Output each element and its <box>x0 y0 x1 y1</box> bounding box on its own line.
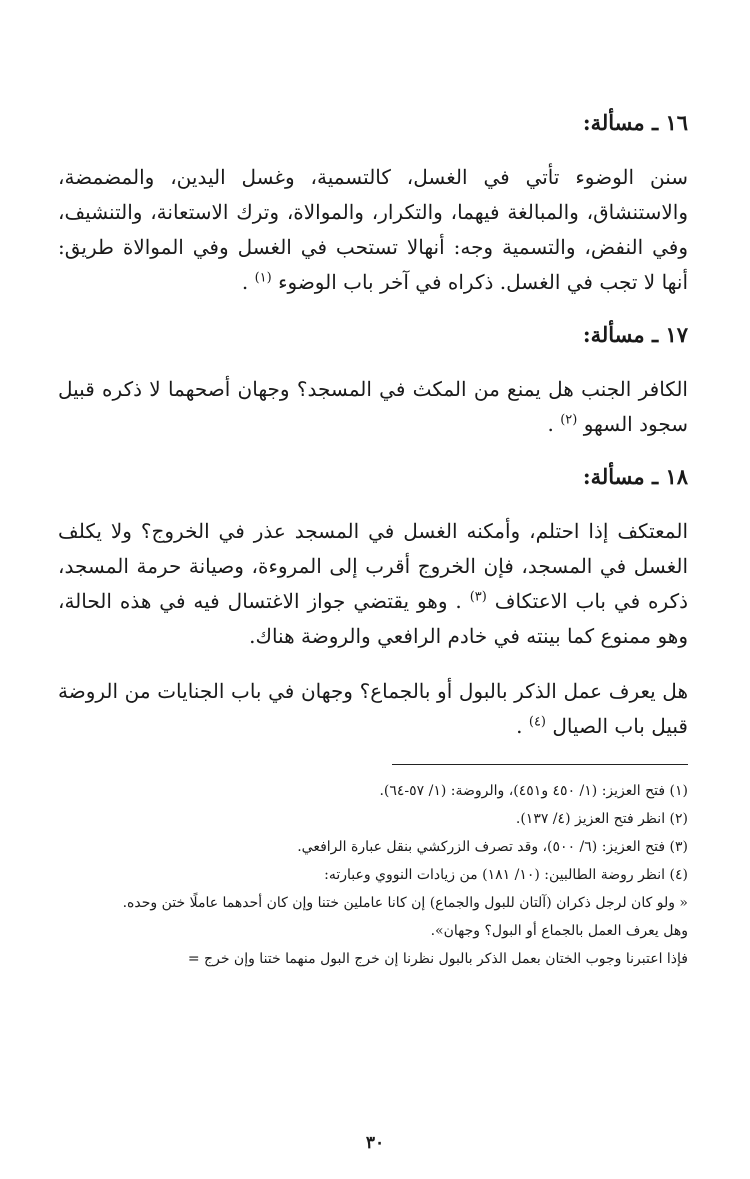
page-number: ٣٠ <box>365 1133 385 1153</box>
footnote-2: (٢) انظر فتح العزيز (٤/ ١٣٧). <box>515 811 688 827</box>
issue-16-paragraph <box>58 160 688 300</box>
footnote-1: (١) فتح العزيز: (١/ ٤٥٠ و٤٥١)، والروضة: (١/ ٥٧-٦٤). <box>379 783 688 799</box>
question-end: . <box>516 714 523 738</box>
issue-16-heading: ١٦ ـ مسألة: <box>582 110 688 135</box>
issue-17-end: . <box>547 412 554 436</box>
footnote-4-quote-1: « ولو كان لرجل ذكران (آلتان للبول والجماع) إن كانا عاملين ختنا وإن كان أحدهما عاملًا ختن وحده. <box>122 895 688 911</box>
issue-16-text: سنن الوضوء تأتي في الغسل، كالتسمية، وغسل اليدين، والمضمضة، والاستنشاق، والمبالغة فيهما، والتكرار، والموالاة، وترك الاستعانة، والتنشيف، وفي النفض، والتسمية وجه: أنهالا تستحب في الغسل وفي الموالاة طريق: أنها لا تجب في الغسل. ذكراه في آخر باب الوضوء <box>58 165 688 294</box>
footnote-ref-3[interactable]: (٣) <box>469 589 487 605</box>
footnote-4-quote-2: وهل يعرف العمل بالجماع أو البول؟ وجهان». <box>430 923 688 939</box>
footnote-4-quote-3: فإذا اعتبرنا وجوب الختان بعمل الذكر بالبول نظرنا إن خرج البول منهما ختنا وإن خرج = <box>187 951 688 967</box>
issue-17-paragraph <box>58 372 688 442</box>
footnote-ref-1[interactable]: (١) <box>254 270 272 286</box>
footnote-3: (٣) فتح العزيز: (٦/ ٥٠٠)، وقد تصرف الزركشي بنقل عبارة الرافعي. <box>297 839 688 855</box>
issue-18-heading: ١٨ ـ مسألة: <box>582 464 688 489</box>
issue-18-text-a: المعتكف إذا احتلم، وأمكنه الغسل في المسجد عذر في الخروج؟ ولا يكلف الغسل في المسجد، فإن الخروج أقرب إلى المروءة، وصيانة حرمة المسجد، ذكره في باب الاعتكاف <box>58 519 688 613</box>
footnote-ref-4[interactable]: (٤) <box>528 714 546 730</box>
issue-17-heading: ١٧ ـ مسألة: <box>582 322 688 347</box>
footnotes <box>58 777 688 973</box>
issue-18-text-b: . وهو يقتضي جواز الاغتسال فيه في هذه الحالة، وهو ممنوع كما بينته في خادم الرافعي والروضة هناك. <box>58 589 688 648</box>
question-text: هل يعرف عمل الذكر بالبول أو بالجماع؟ وجهان في باب الجنايات من الروضة قبيل باب الصيال <box>58 679 688 738</box>
footnote-4: (٤) انظر روضة الطالبين: (١٠/ ١٨١) من زيادات النووي وعبارته: <box>324 867 688 883</box>
question-paragraph <box>58 674 688 744</box>
footnote-ref-2[interactable]: (٢) <box>560 412 578 428</box>
issue-18-paragraph <box>58 514 688 654</box>
issue-16-end: . <box>241 270 249 294</box>
page-body <box>58 100 688 973</box>
issue-17-text: الكافر الجنب هل يمنع من المكث في المسجد؟ وجهان أصحهما لا ذكره قبيل سجود السهو <box>58 377 688 436</box>
footnote-divider <box>392 764 688 765</box>
